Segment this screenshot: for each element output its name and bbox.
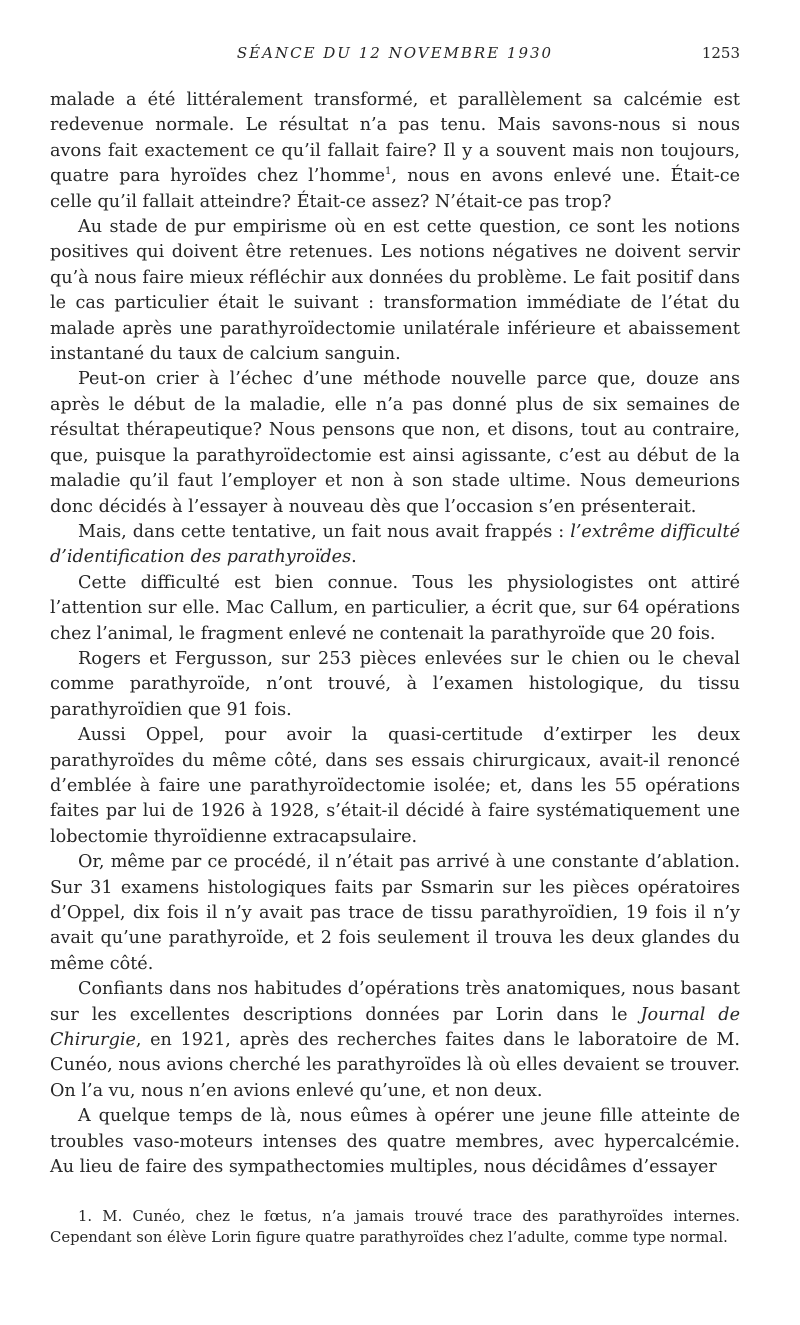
paragraph-5: Cette difficulté est bien connue. Tous les physiologistes ont attiré l’attention sur elle. Mac Callum, en particulier, a écrit que, sur 64 opérations chez l’animal, le fragment enlevé ne contenait la parathyroïde que 20 fois. <box>50 572 740 644</box>
paragraph-text-continued: , en 1921, après des recherches faites dans le laboratoire de M. Cunéo, nous avions cherché les parathyroïdes là où elles devaient se trouver. On l’a vu, nous n’en avions enlevé qu’une, et non deux. <box>50 1030 740 1101</box>
paragraph-4 <box>50 520 740 571</box>
paragraph-3: Peut-on crier à l’échec d’une méthode nouvelle parce que, douze ans après le début de la maladie, elle n’a pas donné plus de six semaines de résultat thérapeutique? Nous pensons que non, et disons, tout au contraire, que, puisque la parathyroïdectomie est ainsi agissante, c’est au début de la maladie qu’il faut l’employer et non à son stade ultime. Nous demeurions donc décidés à l’essayer à nouveau dès que l’occasion s’en présenterait. <box>50 369 740 517</box>
paragraph-text-continued: . <box>351 547 357 568</box>
footnote-number: 1. <box>78 1208 93 1226</box>
paragraph-9 <box>50 977 740 1104</box>
paragraph-2: Au stade de pur empirisme où en est cette question, ce sont les notions positives qui doivent être retenues. Les notions négatives ne doivent servir qu’à nous faire mieux réfléchir aux données du problème. Le fait positif dans le cas particulier était le suivant : transformation immédiate de l’état du malade après une parathyroïdectomie unilatérale inférieure et abaissement instantané du taux de calcium sanguin. <box>50 217 740 365</box>
journal-title: Journal de Chirurgie <box>50 1004 740 1051</box>
paragraph-text: Confiants dans nos habitudes d’opérations très anatomiques, nous basant sur les excellentes descriptions données par Lorin dans le <box>50 979 740 1025</box>
body-text <box>50 88 740 1180</box>
footnote-marker: 1 <box>385 166 392 178</box>
page-number: 1253 <box>701 44 740 62</box>
running-title: SÉANCE DU 12 NOVEMBRE 1930 <box>236 44 554 62</box>
page <box>50 44 740 1248</box>
paragraph-8: Or, même par ce procédé, il n’était pas arrivé à une constante d’ablation. Sur 31 examens histologiques faits par Ssmarin sur les pièces opératoires d’Oppel, dix fois il n’y avait pas trace de tissu parathyroïdien, 19 fois il n’y avait qu’une parathyroïde, et 2 fois seulement il trouva les deux glandes du même côté. <box>50 852 740 974</box>
paragraph-10: A quelque temps de là, nous eûmes à opérer une jeune fille atteinte de troubles vaso-moteurs intenses des quatre membres, avec hypercalcémie. Au lieu de faire des sympathectomies multiples, nous décidâmes d’essayer <box>50 1106 740 1178</box>
paragraph-1 <box>50 88 740 215</box>
paragraph-text: Mais, dans cette tentative, un fait nous avait frappés : <box>78 521 571 542</box>
running-head <box>50 44 740 72</box>
footnote <box>50 1206 740 1248</box>
paragraph-7: Aussi Oppel, pour avoir la quasi-certitude d’extirper les deux parathyroïdes du même côté, dans ses essais chirurgicaux, avait-il renoncé d’emblée à faire une parathyroïdectomie isolée; et, dans les 55 opérations faites par lui de 1926 à 1928, s’était-il décidé à faire systématiquement une lobectomie thyroïdienne extracapsulaire. <box>50 725 740 847</box>
paragraph-text: malade a été littéralement transformé, et parallèlement sa calcémie est redevenue normale. Le résultat n’a pas tenu. Mais savons-nous si nous avons fait exactement ce qu’il fallait faire? Il y a souvent mais non toujours, quatre para hyroïdes chez l’homme <box>50 90 740 187</box>
paragraph-text-continued: , nous en avons enlevé une. Était-ce celle qu’il fallait atteindre? Était-ce assez? N’était-ce pas trop? <box>50 166 740 212</box>
footnote-text: M. Cunéo, chez le fœtus, n’a jamais trouvé trace des parathyroïdes internes. Cependant son élève Lorin figure quatre parathyroïdes chez l’adulte, comme type normal. <box>50 1208 740 1247</box>
paragraph-6: Rogers et Fergusson, sur 253 pièces enlevées sur le chien ou le cheval comme parathyroïde, n’ont trouvé, à l’examen histologique, du tissu parathyroïdien que 91 fois. <box>50 648 740 720</box>
italic-phrase: l’extrême difficulté d’identification des parathyroïdes <box>50 521 740 568</box>
